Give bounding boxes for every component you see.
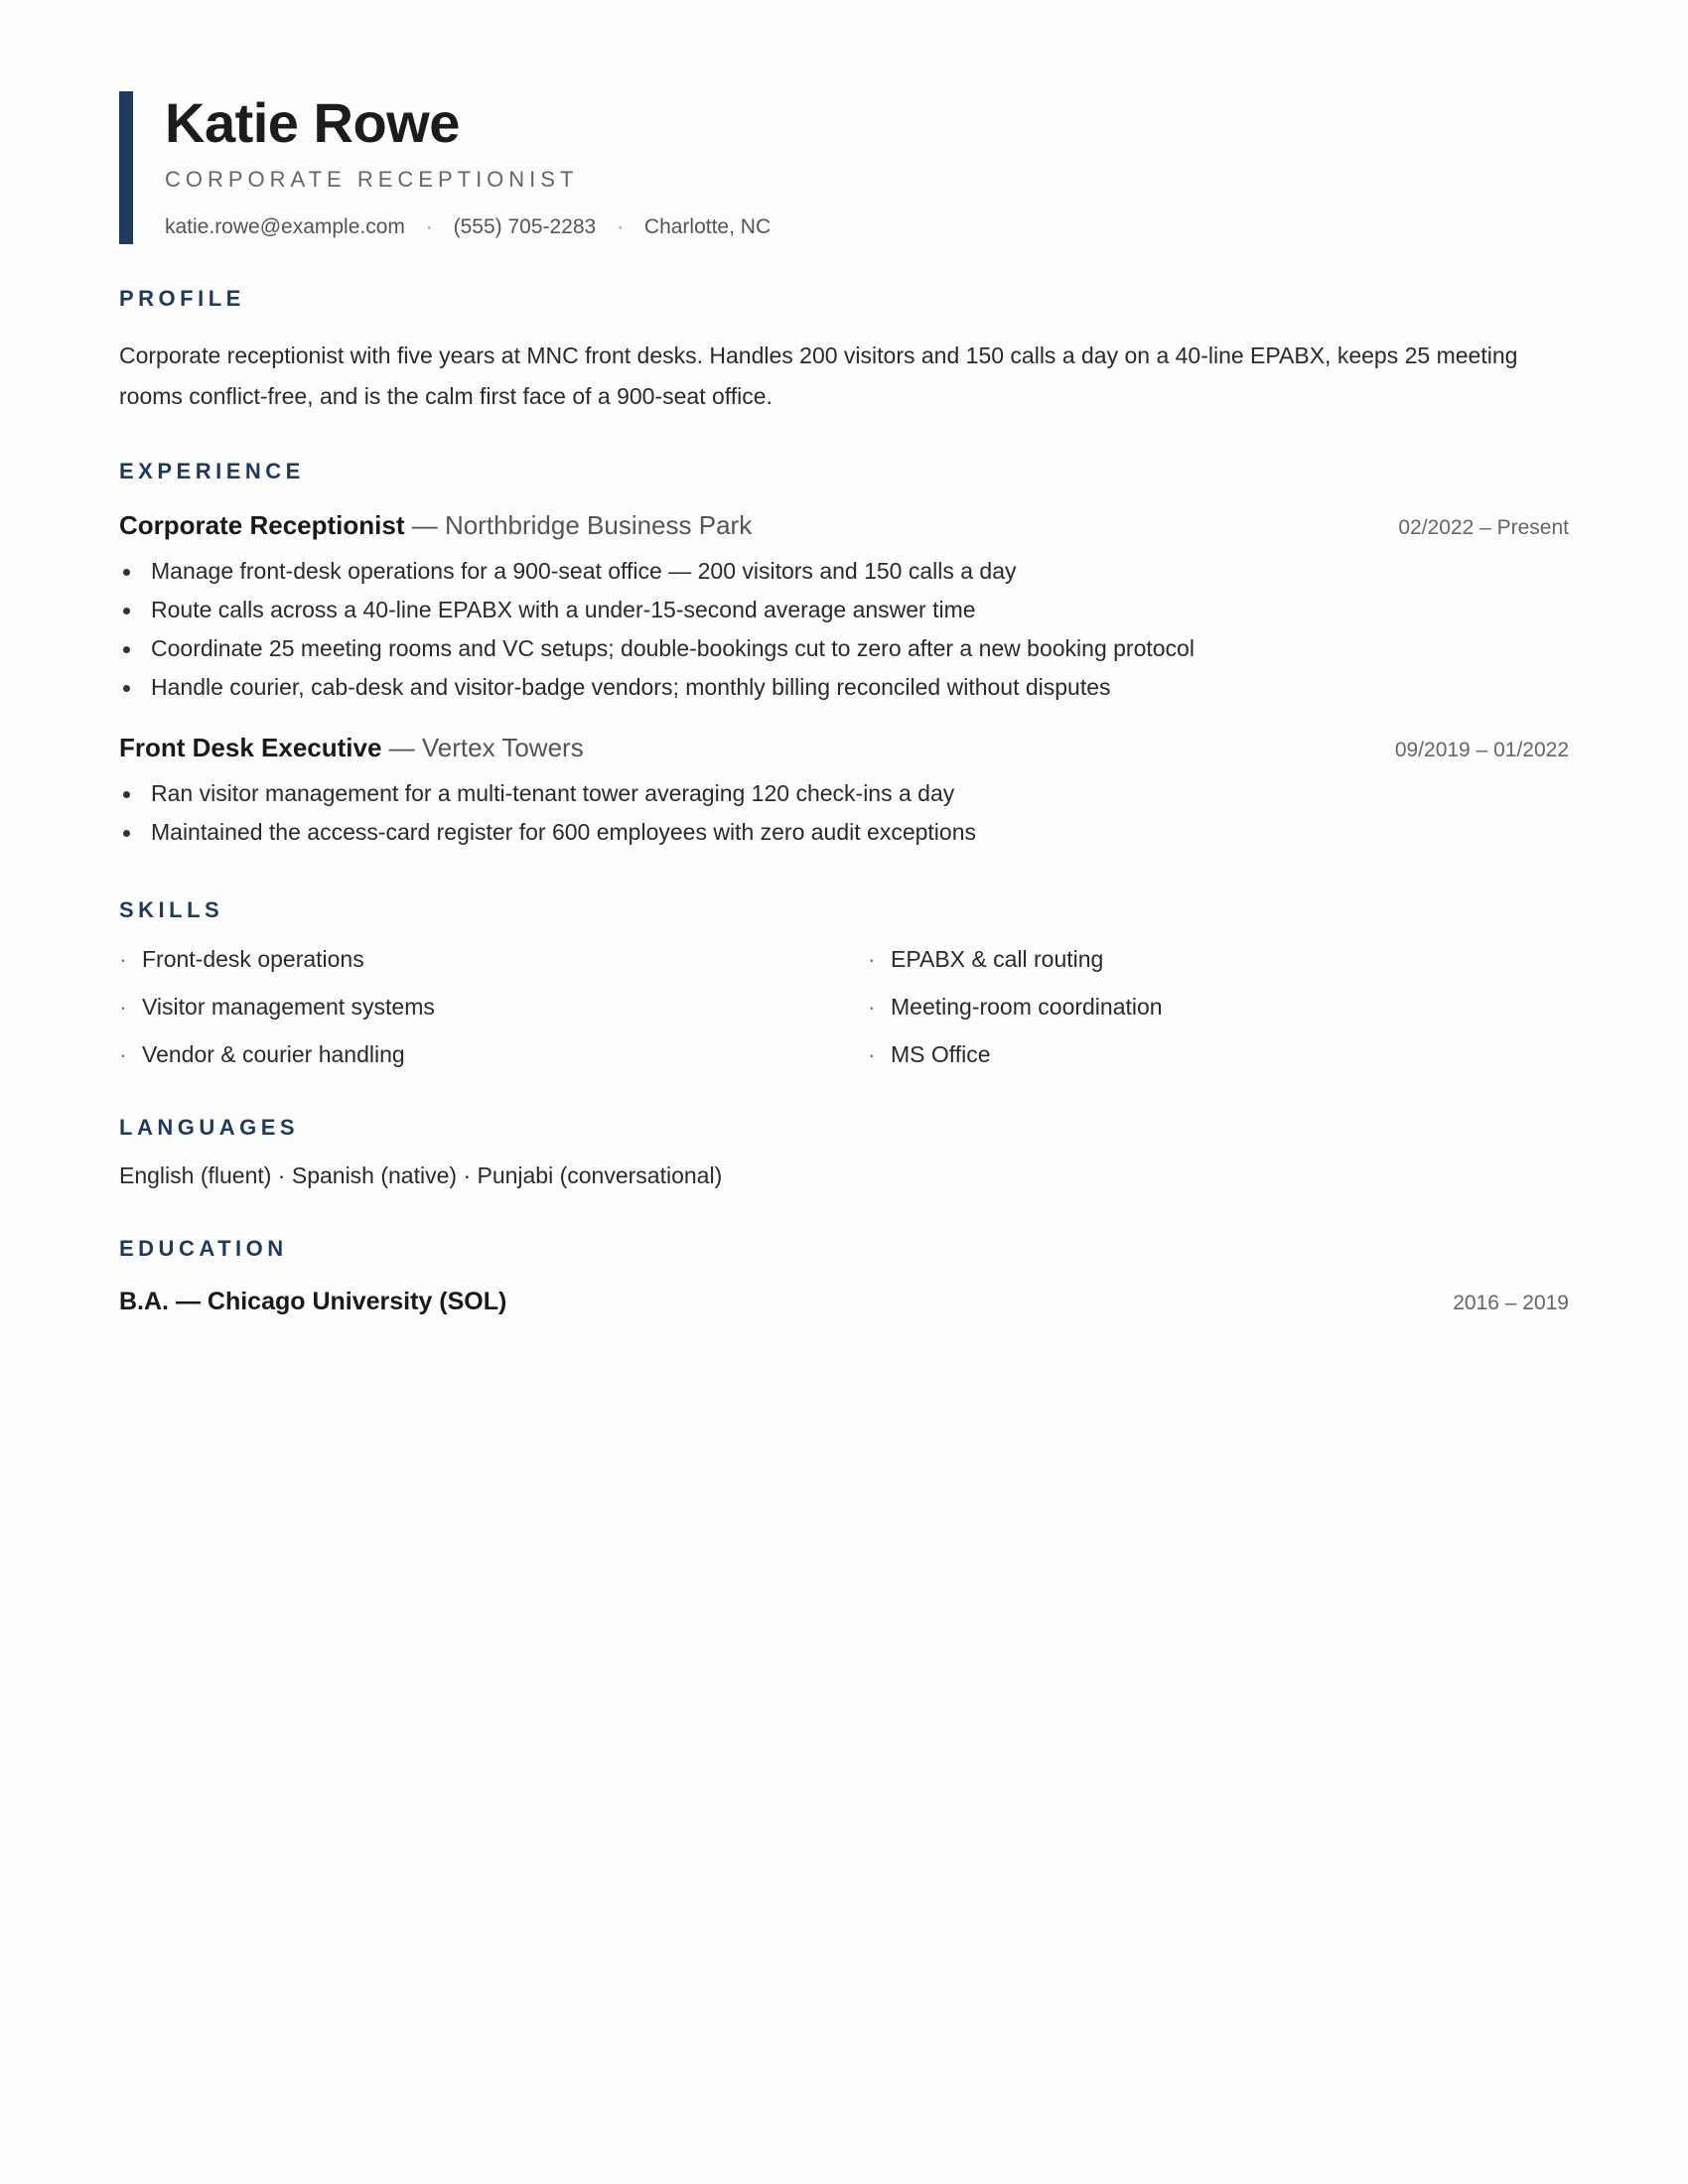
skill-item bbox=[868, 1040, 1563, 1069]
experience-entry-header bbox=[119, 735, 1569, 760]
candidate-name: Katie Rowe bbox=[165, 91, 460, 154]
education-dates: 2016 – 2019 bbox=[1453, 1291, 1569, 1314]
contact-location: Charlotte, NC bbox=[643, 215, 772, 238]
job-bullet: Maintained the access-card register for 600 employees with zero audit exceptions bbox=[151, 813, 1569, 852]
header-accent-bar bbox=[119, 91, 133, 244]
skill-label: EPABX & call routing bbox=[891, 946, 1104, 972]
skill-bullet: · bbox=[119, 1041, 127, 1067]
skill-bullet: · bbox=[868, 946, 876, 972]
job-role: Front Desk Executive bbox=[119, 733, 382, 762]
skill-label: MS Office bbox=[891, 1041, 991, 1067]
contact-phone[interactable]: (555) 705-2283 bbox=[453, 215, 597, 238]
job-dates: 09/2019 – 01/2022 bbox=[1394, 739, 1569, 761]
job-bullet: Route calls across a 40-line EPABX with a under-15-second average answer time bbox=[151, 591, 1569, 629]
skill-item bbox=[868, 945, 1563, 974]
skill-label: Meeting-room coordination bbox=[891, 994, 1163, 1020]
job-bullet: Manage front-desk operations for a 900-seat office — 200 visitors and 150 calls a day bbox=[151, 552, 1569, 591]
skill-item bbox=[119, 945, 868, 974]
education-entry bbox=[119, 1287, 1569, 1315]
job-bullet: Ran visitor management for a multi-tenant tower averaging 120 check-ins a day bbox=[151, 774, 1569, 813]
job-role: Corporate Receptionist bbox=[119, 510, 405, 540]
experience-entry bbox=[119, 735, 1569, 852]
experience-entry bbox=[119, 512, 1569, 707]
contact-separator: · bbox=[617, 215, 625, 238]
contact-email[interactable]: katie.rowe@example.com bbox=[165, 215, 405, 238]
skill-label: Front-desk operations bbox=[142, 946, 364, 972]
experience-role-line bbox=[119, 735, 584, 760]
candidate-title: CORPORATE RECEPTIONIST bbox=[165, 167, 579, 192]
skill-item bbox=[119, 1040, 868, 1069]
skill-bullet: · bbox=[868, 994, 876, 1020]
skills-grid bbox=[119, 945, 1569, 1069]
skill-bullet: · bbox=[119, 994, 127, 1020]
profile-summary: Corporate receptionist with five years at MNC front desks. Handles 200 visitors and 150 calls a day on a 40-line EPABX, keeps 25 meeting rooms conflict-free, and is the calm first face of a 900-seat office. bbox=[119, 342, 1518, 409]
job-bullet-list bbox=[119, 774, 1569, 852]
job-company: — Vertex Towers bbox=[381, 733, 584, 762]
job-bullet: Handle courier, cab-desk and visitor-badge vendors; monthly billing reconciled without disputes bbox=[151, 668, 1569, 707]
contact-separator: · bbox=[425, 215, 433, 238]
experience-role-line bbox=[119, 512, 752, 538]
job-company: — Northbridge Business Park bbox=[404, 510, 753, 540]
resume-page bbox=[119, 91, 1569, 1314]
section-heading-languages: LANGUAGES bbox=[119, 1115, 300, 1140]
job-dates: 02/2022 – Present bbox=[1398, 516, 1569, 539]
section-heading-experience: EXPERIENCE bbox=[119, 459, 305, 483]
skill-item bbox=[868, 993, 1563, 1022]
skill-bullet: · bbox=[119, 946, 127, 972]
section-heading-education: EDUCATION bbox=[119, 1235, 288, 1261]
contact-line bbox=[165, 216, 1569, 237]
skill-bullet: · bbox=[868, 1041, 876, 1067]
job-bullet: Coordinate 25 meeting rooms and VC setups; double-bookings cut to zero after a new booking protocol bbox=[151, 629, 1569, 668]
skill-item bbox=[119, 993, 868, 1022]
job-bullet-list bbox=[119, 552, 1569, 707]
resume-header bbox=[119, 91, 1569, 244]
section-heading-skills: SKILLS bbox=[119, 897, 224, 922]
skill-label: Visitor management systems bbox=[142, 994, 435, 1020]
languages-list: English (fluent) · Spanish (native) · Punjabi (conversational) bbox=[119, 1162, 723, 1188]
section-heading-profile: PROFILE bbox=[119, 286, 245, 311]
education-degree: B.A. — Chicago University (SOL) bbox=[119, 1287, 507, 1315]
experience-entry-header bbox=[119, 512, 1569, 538]
skill-label: Vendor & courier handling bbox=[142, 1041, 405, 1067]
